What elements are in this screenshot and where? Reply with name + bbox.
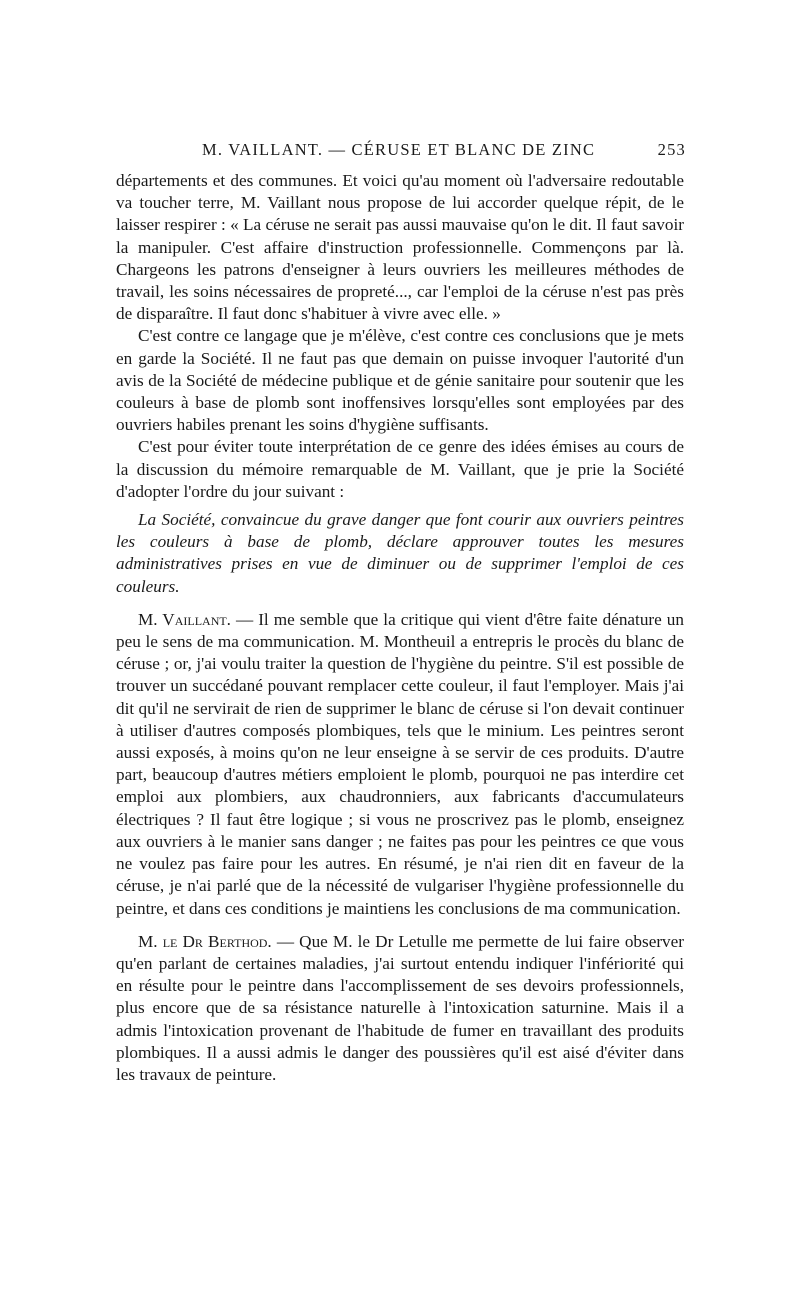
paragraph-continued-quote: départements et des communes. Et voici qu'au moment où l'adversaire redoutable va toucher terre, M. Vaillant nous propose de lui accorder quelque répit, de le laisser respirer : « La céruse ne serait pas aussi mauvaise qu'on le dit. Il faut savoir la manipuler. C'est affaire d'instruction professionnelle. Commençons par là. Chargeons les patrons d'enseigner à leurs ouvriers les meilleures méthodes de travail, les soins nécessaires de propreté..., car l'emploi de la céruse n'est pas près de disparaître. Il faut donc s'habituer à vivre avec elle. » (116, 171, 684, 324)
paragraph-objection: C'est contre ce langage que je m'élève, c'est contre ces conclusions que je mets en garde la Société. Il ne faut pas que demain on puisse invoquer l'autorité d'un avis de la Société de médecine publique et de génie sanitaire pour soutenir que les couleurs à base de plomb sont inoffensives lorsqu'elles sont employées par des ouvriers habiles prenant les soins d'hygiène suffisants. (116, 326, 684, 435)
speech-text-vaillant: — Il me semble que la critique qui vient d'être faite dénature un peu le sens de ma communication. M. Montheuil a entrepris le procès du blanc de céruse ; or, j'ai voulu traiter la question de l'hygiène du peintre. S'il est possible de trouver un succédané pouvant remplacer cette couleur, il faut l'employer. Mais j'ai dit qu'il ne servirait de rien de supprimer le blanc de céruse si l'on devait continuer à utiliser d'autres composés plombiques, tels que le minium. Les peintres seront aussi exposés, à moins qu'on ne leur enseigne à se servir de ces produits. D'autre part, beaucoup d'autres métiers emploient le plomb, pourquoi ne pas interdire cet emploi aux plombiers, aux chaudronniers, aux fabricants d'accumulateurs électriques ? Il faut être logique ; si vous ne proscrivez pas le plomb, enseignez aux ouvriers à le manier sans danger ; ne faites pas pour les peintres ce que vous ne voulez pas faire pour les autres. En résumé, je n'ai rien dit en faveur de la céruse, je n'ai parlé que de la nécessité de vulgariser l'hygiène professionnelle du peintre, et dans ces conditions je maintiens les conclusions de ma communication. (116, 609, 684, 918)
page-number: 253 (657, 140, 686, 159)
running-head (116, 140, 684, 170)
resolution-text: La Société, convaincue du grave danger que font courir aux ouvriers peintres les couleurs à base de plomb, déclare approuver toutes les mesures administratives prises en vue de diminuer ou de supprimer l'emploi de ces couleurs. (116, 510, 684, 596)
speech-text-berthod: — Que M. le Dr Letulle me permette de lui faire observer qu'en parlant de certaines maladies, j'ai surtout entendu indiquer l'infériorité qui en résulte pour le peintre dans l'accomplissement de ses devoirs professionnels, plus encore que de sa résistance naturelle à l'intoxication saturnine. Mais il a admis l'intoxication provenant de l'habitude de fumer en travaillant des produits plombiques. Il a aussi admis le danger des poussières qu'il est aisé d'éviter dans les travaux de peinture. (116, 931, 684, 1084)
speaker-name-berthod: M. le Dr Berthod. (138, 931, 272, 951)
paragraph-order-of-day-intro: C'est pour éviter toute interprétation de ce genre des idées émises au cours de la discussion du mémoire remarquable de M. Vaillant, que je prie la Société d'adopter l'ordre du jour suivant : (116, 437, 684, 501)
paragraph-berthod-reply (116, 931, 684, 1086)
speaker-name-vaillant: M. Vaillant. (138, 609, 231, 629)
running-title: M. VAILLANT. — CÉRUSE ET BLANC DE ZINC (202, 140, 596, 159)
book-page (116, 140, 684, 1086)
paragraph-vaillant-reply (116, 609, 684, 920)
